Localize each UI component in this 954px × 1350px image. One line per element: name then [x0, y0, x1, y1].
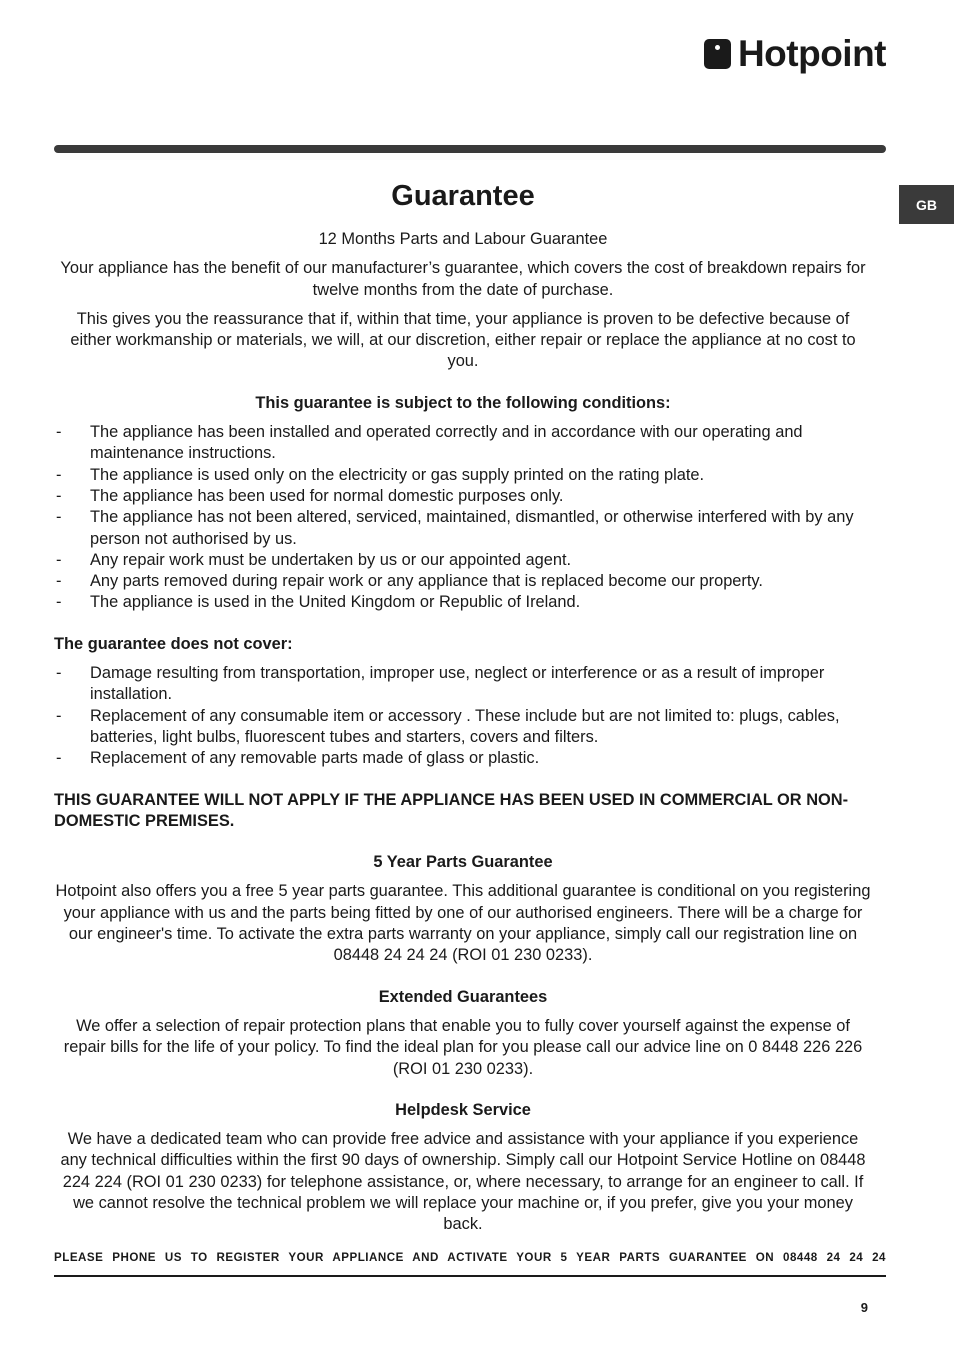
dash-bullet: - — [56, 486, 62, 505]
list-item-text: The appliance is used in the United Kingdom or Republic of Ireland. — [90, 593, 581, 612]
conditions-heading: This guarantee is subject to the following conditions: — [255, 393, 671, 412]
helpdesk-heading: Helpdesk Service — [395, 1100, 531, 1119]
list-item — [54, 706, 872, 749]
list-item-text: The appliance has been installed and operated correctly and in accordance with our operating and maintenance instructions. — [90, 423, 803, 463]
dash-bullet: - — [56, 706, 62, 725]
dash-bullet: - — [56, 465, 62, 484]
brand-name: Hotpoint — [737, 33, 886, 74]
list-item — [54, 748, 872, 769]
intro-paragraph-1: Your appliance has the benefit of our manufacturer’s guarantee, which covers the cost of breakdown repairs for twelve months from the date of purchase. — [60, 259, 866, 299]
dash-bullet: - — [56, 508, 62, 527]
list-item — [54, 592, 872, 613]
registration-note: PLEASE PHONE US TO REGISTER YOUR APPLIANCE AND ACTIVATE YOUR 5 YEAR PARTS GUARANTEE ON 08448 24 24 24 — [54, 1251, 886, 1264]
list-item — [54, 663, 872, 706]
list-item-text: Damage resulting from transportation, improper use, neglect or interference or as a result of improper installation. — [90, 664, 825, 704]
dash-bullet: - — [56, 749, 62, 768]
hotpoint-logo-icon — [704, 39, 731, 69]
five-year-heading: 5 Year Parts Guarantee — [373, 853, 553, 872]
list-item-text: Any parts removed during repair work or any appliance that is replaced become our property. — [90, 572, 763, 591]
exclusions-list — [54, 663, 872, 769]
extended-heading: Extended Guarantees — [378, 987, 548, 1006]
extended-text: We offer a selection of repair protection plans that enable you to fully cover yourself against the expense of repair bills for the life of your policy. To find the ideal plan for you please call our advice line on 0 8448 226 226 (ROI 01 230 0233). — [63, 1016, 863, 1078]
list-item-text: The appliance has been used for normal domestic purposes only. — [90, 486, 564, 505]
brand-logo — [704, 34, 886, 74]
list-item-text: Replacement of any removable parts made of glass or plastic. — [90, 749, 540, 768]
page-number: 9 — [860, 1300, 868, 1315]
list-item — [54, 486, 872, 507]
list-item — [54, 550, 872, 571]
list-item-text: The appliance is used only on the electricity or gas supply printed on the rating plate. — [90, 465, 705, 484]
dash-bullet: - — [56, 664, 62, 683]
exclusions-heading: The guarantee does not cover: — [54, 634, 293, 653]
list-item — [54, 465, 872, 486]
list-item-text: The appliance has not been altered, serviced, maintained, dismantled, or otherwise interfered with by any person not authorised by us. — [90, 508, 854, 548]
dash-bullet: - — [56, 423, 62, 442]
list-item — [54, 507, 872, 550]
list-item-text: Any repair work must be undertaken by us or our appointed agent. — [90, 550, 572, 569]
dash-bullet: - — [56, 550, 62, 569]
intro-paragraph-2: This gives you the reassurance that if, within that time, your appliance is proven to be defective because of either workmanship or materials, we will, at our discretion, either repair or replace the appliance at no cost to you. — [70, 309, 856, 371]
commercial-use-warning: THIS GUARANTEE WILL NOT APPLY IF THE APPLIANCE HAS BEEN USED IN COMMERCIAL OR NON-DOMESTIC PREMISES. — [54, 790, 849, 830]
dash-bullet: - — [56, 593, 62, 612]
five-year-text: Hotpoint also offers you a free 5 year parts guarantee. This additional guarantee is conditional on you registering your appliance with us and the parts being fitted by one of our authorised engineers. There will be a charge for our engineer's time. To activate the extra parts warranty on your appliance, simply call our registration line on 08448 24 24 24 (ROI 01 230 0233). — [55, 882, 871, 965]
bottom-divider — [54, 1275, 886, 1277]
list-item-text: Replacement of any consumable item or accessory . These include but are not limited to: plugs, cables, batteries, light bulbs, fluorescent tubes and starters, covers and filters. — [90, 706, 840, 746]
page-title: Guarantee — [391, 180, 535, 212]
intro-subtitle: 12 Months Parts and Labour Guarantee — [318, 230, 608, 248]
conditions-list — [54, 422, 872, 614]
top-divider — [54, 145, 886, 153]
helpdesk-text: We have a dedicated team who can provide free advice and assistance with your appliance if you experience any technical difficulties within the first 90 days of ownership. Simply call our Hotpoint Service Hotline on 08448 224 224 (ROI 01 230 0233) for telephone assistance, or, where necessary, to arrange for an engineer to call. If we cannot resolve the technical problem we will replace your machine or, if you prefer, give you your money back. — [60, 1130, 866, 1234]
list-item — [54, 571, 872, 592]
list-item — [54, 422, 872, 465]
language-tab: GB — [899, 185, 954, 224]
dash-bullet: - — [56, 572, 62, 591]
guarantee-content — [54, 178, 872, 1244]
